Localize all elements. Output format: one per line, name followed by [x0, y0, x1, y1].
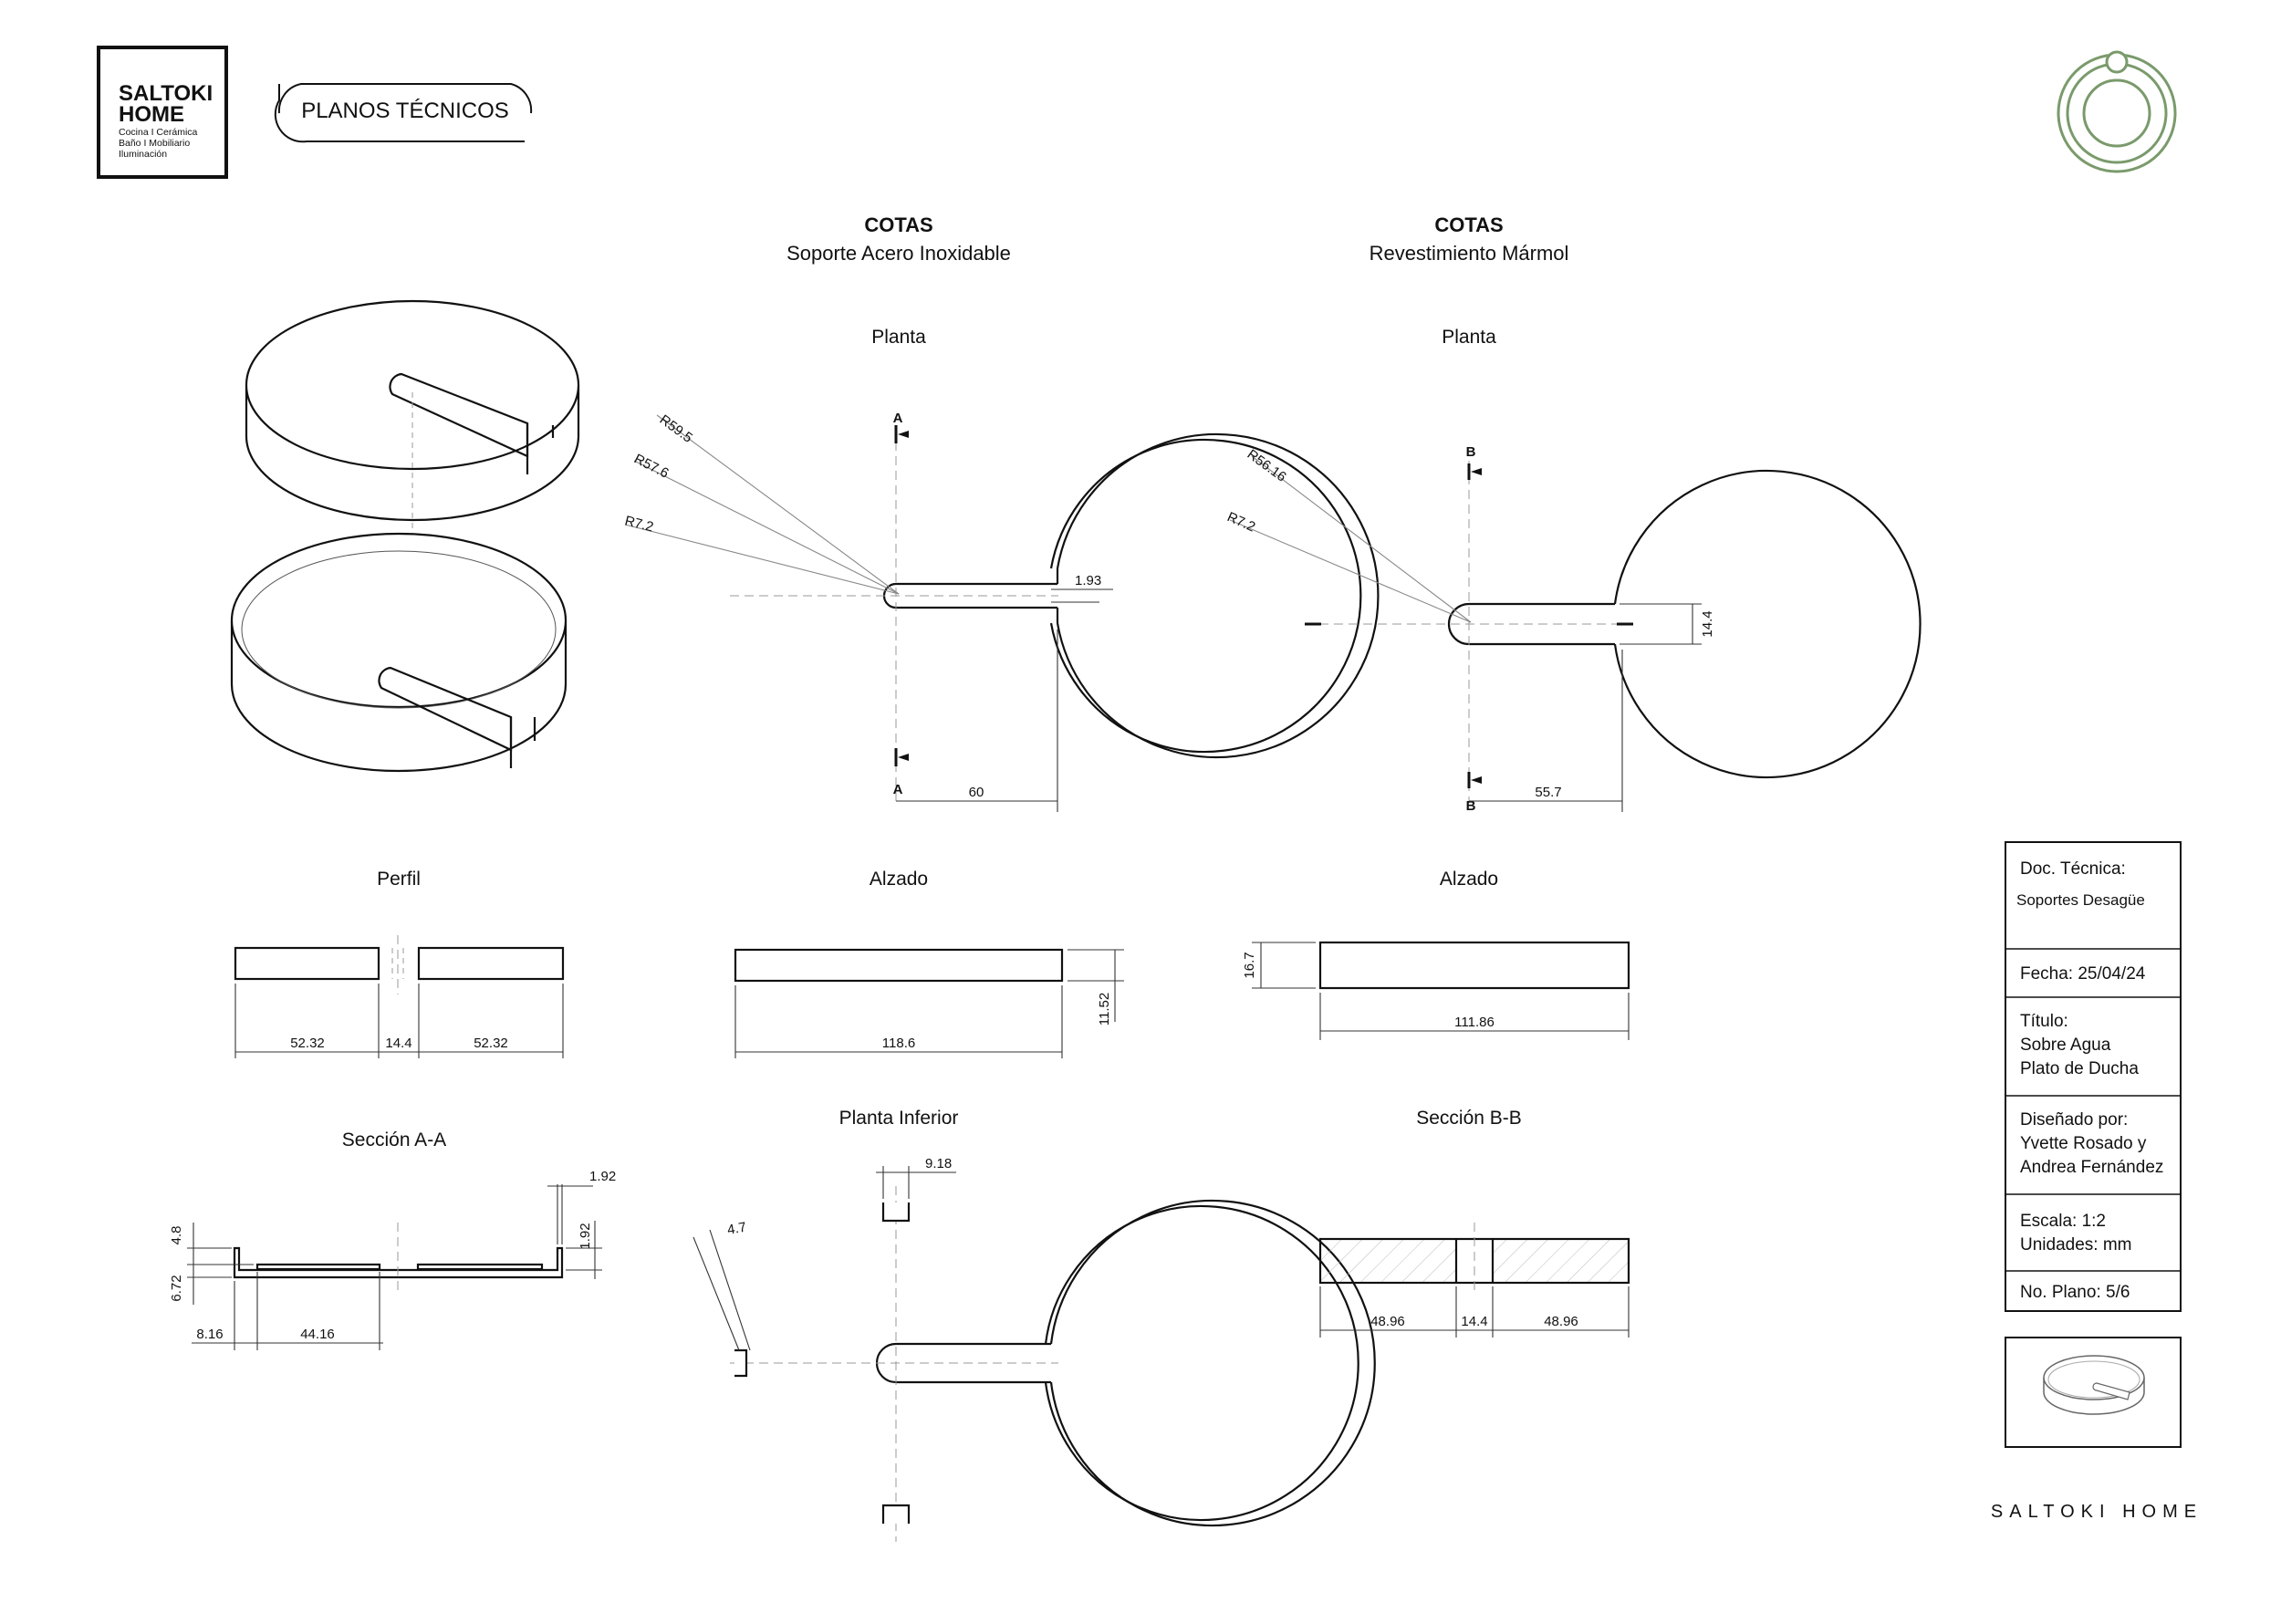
- tb-design-line1: Yvette Rosado y: [2020, 1134, 2147, 1153]
- tb-scale: Escala: 1:2: [2020, 1212, 2106, 1231]
- tb-units: Unidades: mm: [2020, 1235, 2132, 1254]
- dim-bb-mid: 14.4: [1461, 1314, 1488, 1329]
- view-label-seccion-bb: Sección B-B: [1416, 1108, 1522, 1129]
- section-mark-a-top: A: [892, 411, 903, 426]
- dim-perfil-right: 52.32: [474, 1036, 508, 1051]
- view-label-perfil: Perfil: [377, 869, 421, 890]
- dim-steel-r2: R57.6: [631, 451, 672, 482]
- dim-alzado-marble-height: 16.7: [1242, 952, 1257, 979]
- view-label-planta-marble: Planta: [1442, 327, 1496, 348]
- group-marble-title: COTAS: [1434, 213, 1504, 236]
- elevation-view-marble: [1242, 942, 1629, 1040]
- profile-view: [235, 935, 563, 1058]
- section-mark-a-bottom: A: [892, 782, 903, 797]
- dim-alzado-marble-width: 111.86: [1454, 1015, 1495, 1030]
- footer-brand: SALTOKI HOME: [1990, 1502, 2203, 1522]
- dim-aa-top: 1.92: [589, 1169, 617, 1184]
- dim-marble-gap: 14.4: [1700, 610, 1715, 638]
- dim-inferior-side: 4.7: [725, 1219, 748, 1238]
- dim-steel-r3: R7.2: [623, 513, 655, 536]
- tb-doc-label: Doc. Técnica:: [2020, 859, 2126, 879]
- section-view-bb: [1320, 1223, 1629, 1338]
- section-pill-label: PLANOS TÉCNICOS: [301, 99, 509, 123]
- dim-steel-gap: 1.93: [1075, 573, 1102, 588]
- group-marble-subtitle: Revestimiento Mármol: [1369, 242, 1569, 265]
- title-block: [2005, 842, 2181, 1311]
- group-steel-title: COTAS: [864, 213, 933, 236]
- view-label-planta-inferior: Planta Inferior: [838, 1108, 959, 1129]
- dim-marble-r1: R56.16: [1244, 446, 1289, 485]
- logo-tagline-1: Cocina I Cerámica: [119, 127, 198, 138]
- section-view-aa: [169, 1169, 616, 1350]
- view-label-alzado-steel: Alzado: [869, 869, 929, 890]
- logo-line-1: SALTOKI: [119, 81, 214, 106]
- section-mark-b-bottom: B: [1465, 798, 1476, 814]
- dim-aa-h2: 6.72: [169, 1275, 184, 1302]
- tb-title-line2: Plato de Ducha: [2020, 1059, 2139, 1078]
- isometric-exploded-view: [232, 301, 578, 771]
- tb-title-line1: Sobre Agua: [2020, 1036, 2111, 1055]
- dim-marble-r2: R7.2: [1224, 509, 1258, 536]
- section-mark-b-top: B: [1465, 444, 1476, 460]
- dim-alzado-steel-width: 118.6: [881, 1036, 916, 1051]
- dim-aa-x2: 44.16: [300, 1327, 335, 1342]
- dim-alzado-steel-height: 11.52: [1097, 992, 1112, 1026]
- bottom-plan-view: [693, 1156, 1375, 1542]
- group-steel-subtitle: Soporte Acero Inoxidable: [786, 242, 1011, 265]
- view-label-alzado-marble: Alzado: [1439, 869, 1499, 890]
- tb-title-label: Título:: [2020, 1012, 2068, 1031]
- dim-perfil-mid: 14.4: [385, 1036, 412, 1051]
- dim-marble-width: 55.7: [1535, 785, 1562, 800]
- ring-emblem-icon: [2058, 52, 2175, 172]
- tb-date: Fecha: 25/04/24: [2020, 964, 2146, 984]
- dim-aa-h1: 4.8: [169, 1225, 184, 1245]
- elevation-view-steel: [735, 950, 1124, 1058]
- dim-aa-x1: 8.16: [196, 1327, 224, 1342]
- dim-aa-wall: 1.92: [578, 1223, 593, 1250]
- tb-doc-value: Soportes Desagüe: [2016, 891, 2145, 909]
- dim-steel-width: 60: [968, 785, 984, 800]
- logo-tagline-2: Baño I Mobiliario: [119, 138, 191, 149]
- brand-logo: [99, 47, 226, 177]
- tb-plan-number: No. Plano: 5/6: [2020, 1283, 2130, 1302]
- view-label-planta-steel: Planta: [871, 327, 926, 348]
- view-label-seccion-aa: Sección A-A: [341, 1130, 447, 1150]
- thumbnail-preview: [2005, 1338, 2181, 1447]
- logo-line-2: HOME: [119, 102, 184, 127]
- dim-inferior-notch: 9.18: [925, 1156, 953, 1171]
- dim-steel-r1: R59.5: [656, 411, 696, 446]
- dim-bb-left: 48.96: [1370, 1314, 1405, 1329]
- tb-design-line2: Andrea Fernández: [2020, 1158, 2164, 1177]
- dim-bb-right: 48.96: [1544, 1314, 1578, 1329]
- dim-perfil-left: 52.32: [290, 1036, 325, 1051]
- section-pill: [276, 84, 531, 141]
- tb-design-label: Diseñado por:: [2020, 1110, 2129, 1130]
- plan-view-marble: [1224, 444, 1920, 814]
- logo-tagline-3: Iluminación: [119, 149, 168, 160]
